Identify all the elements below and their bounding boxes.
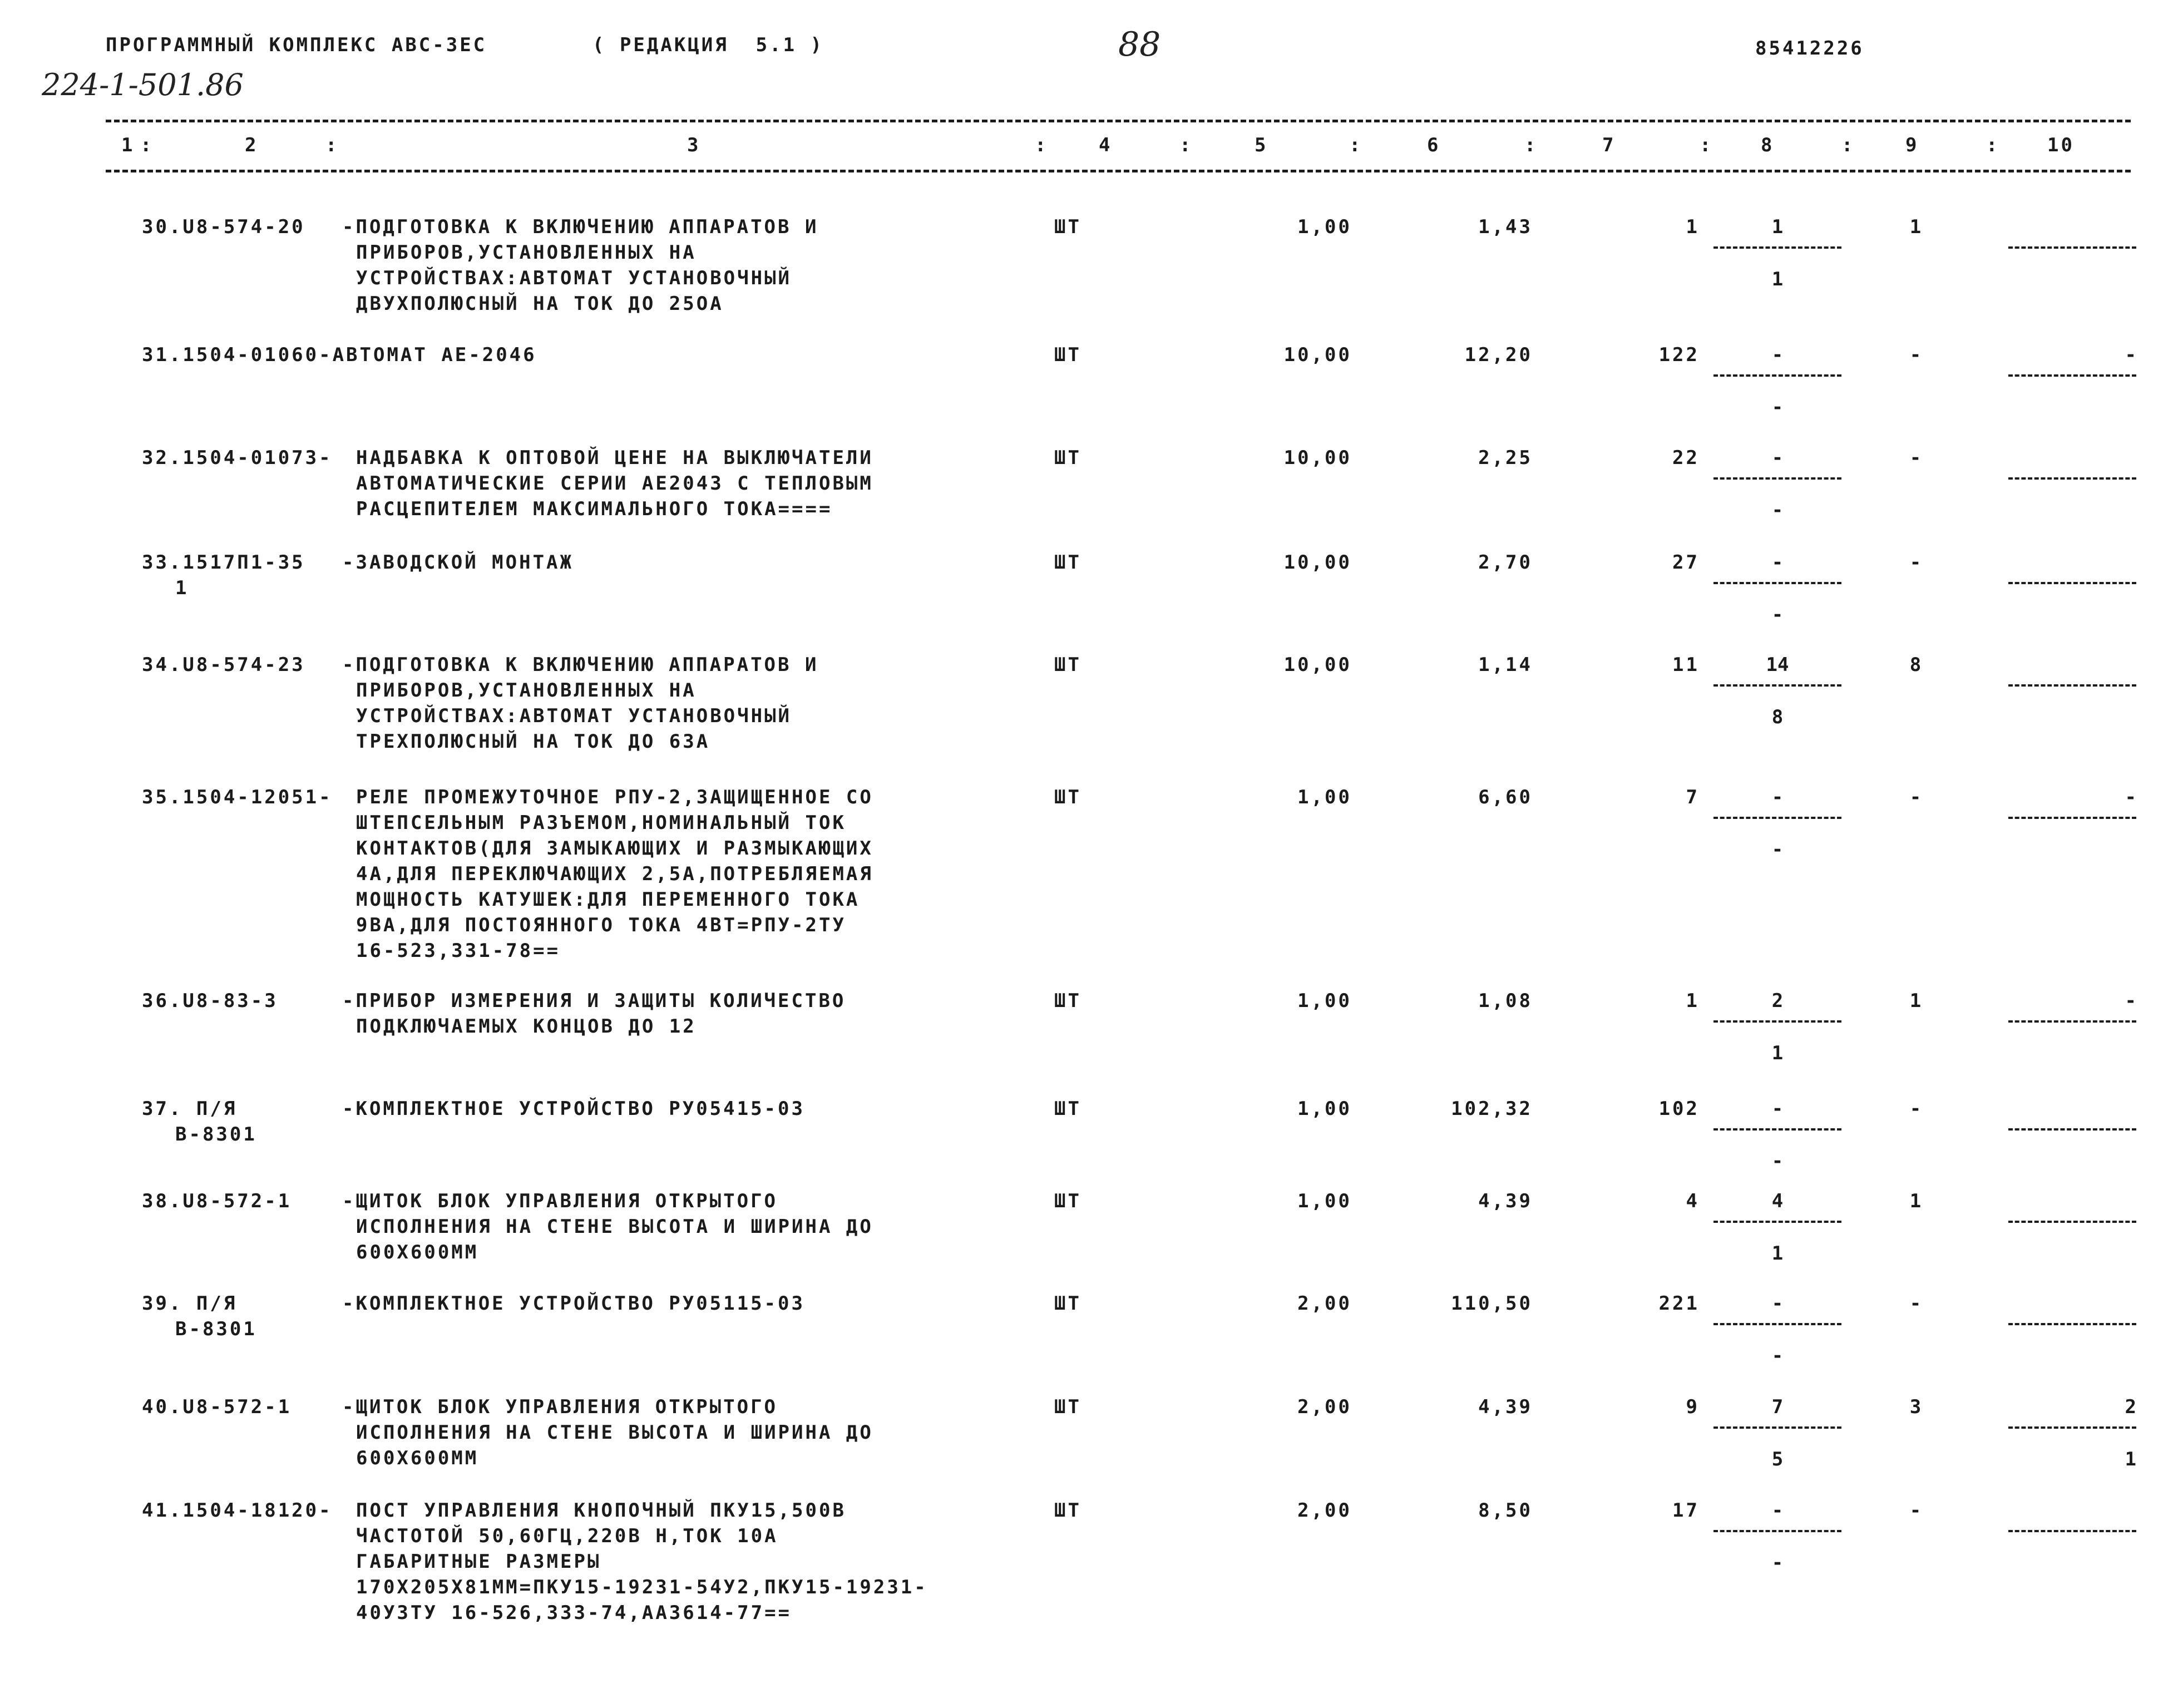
row-description: 16-523,331-78== bbox=[356, 940, 561, 962]
fraction-bar bbox=[2008, 374, 2136, 377]
row-unit: ШТ bbox=[1054, 654, 1081, 676]
row-col8-denominator: 1 bbox=[1771, 1042, 1784, 1064]
fraction-bar bbox=[2008, 582, 2136, 584]
row-unit: ШТ bbox=[1054, 216, 1081, 238]
row-description: -ПРИБОР ИЗМЕРЕНИЯ И ЗАЩИТЫ КОЛИЧЕСТВО bbox=[342, 990, 846, 1012]
row-code: 37. П/Я bbox=[142, 1098, 238, 1120]
fraction-bar bbox=[2008, 1323, 2136, 1325]
row-code-continuation: В-8301 bbox=[175, 1318, 257, 1340]
row-unit: ШТ bbox=[1054, 344, 1081, 366]
row-description: ГАБАРИТНЫЕ РАЗМЕРЫ bbox=[356, 1551, 601, 1573]
fraction-bar bbox=[1713, 1426, 1841, 1429]
col-sep: : bbox=[140, 134, 154, 156]
row-total: 122 bbox=[1658, 344, 1700, 366]
row-unit: ШТ bbox=[1054, 1396, 1081, 1418]
row-col8-fraction bbox=[1713, 550, 1841, 628]
fraction-bar bbox=[1713, 246, 1841, 249]
col-sep: : bbox=[1700, 134, 1713, 156]
row-description: -ЗАВОДСКОЙ МОНТАЖ bbox=[342, 551, 574, 574]
row-code-continuation: В-8301 bbox=[175, 1123, 257, 1146]
fraction-bar bbox=[2008, 1221, 2136, 1223]
row-col8-fraction bbox=[1713, 784, 1841, 862]
row-col8-fraction bbox=[1713, 342, 1841, 420]
col-sep: : bbox=[1349, 134, 1363, 156]
row-description: -КОМПЛЕКТНОЕ УСТРОЙСТВО РУ05415-03 bbox=[342, 1098, 805, 1120]
row-price: 4,39 bbox=[1478, 1396, 1533, 1418]
row-col8-denominator: 1 bbox=[1771, 1242, 1784, 1265]
col-sep: : bbox=[1035, 134, 1049, 156]
row-col8-fraction bbox=[1713, 214, 1841, 292]
row-total: 7 bbox=[1686, 786, 1700, 808]
row-col8-denominator: 5 bbox=[1771, 1448, 1784, 1470]
row-col8-denominator: 8 bbox=[1771, 706, 1784, 728]
fraction-bar bbox=[2008, 817, 2136, 819]
row-quantity: 1,00 bbox=[1297, 1190, 1352, 1212]
row-col9: - bbox=[1909, 1292, 1924, 1315]
row-code: 33.1517П1-35 bbox=[142, 551, 305, 574]
row-price: 1,14 bbox=[1478, 654, 1533, 676]
row-col10-fraction bbox=[2008, 1188, 2136, 1266]
row-col10-fraction bbox=[2008, 342, 2136, 420]
row-unit: ШТ bbox=[1054, 786, 1081, 808]
row-description: УСТРОЙСТВАХ:АВТОМАТ УСТАНОВОЧНЫЙ bbox=[356, 267, 792, 289]
row-col8-fraction bbox=[1713, 1291, 1841, 1369]
row-col8-numerator: 14 bbox=[1766, 654, 1789, 676]
row-code: 36.U8-83-3 bbox=[142, 990, 278, 1012]
fraction-bar bbox=[1713, 817, 1841, 819]
row-col10-fraction bbox=[2008, 1394, 2136, 1472]
row-quantity: 2,00 bbox=[1297, 1499, 1352, 1522]
row-unit: ШТ bbox=[1054, 1292, 1081, 1315]
row-col9: - bbox=[1909, 1499, 1924, 1522]
row-description: ШТЕПСЕЛЬНЫМ РАЗЪЕМОМ,НОМИНАЛЬНЫЙ ТОК bbox=[356, 812, 846, 834]
project-code: 224-1-501.86 bbox=[42, 67, 244, 102]
row-col8-numerator: - bbox=[1771, 1098, 1784, 1120]
row-col10-numerator: - bbox=[2125, 344, 2136, 366]
row-description: -ЩИТОК БЛОК УПРАВЛЕНИЯ ОТКРЫТОГО bbox=[342, 1396, 778, 1418]
row-price: 1,43 bbox=[1478, 216, 1533, 238]
row-price: 4,39 bbox=[1478, 1190, 1533, 1212]
row-total: 4 bbox=[1686, 1190, 1700, 1212]
col-sep: : bbox=[1179, 134, 1193, 156]
col-header: 2 bbox=[245, 134, 259, 156]
row-col9: 1 bbox=[1909, 990, 1924, 1012]
col-sep: : bbox=[325, 134, 339, 156]
col-header: 3 bbox=[687, 134, 701, 156]
fraction-bar bbox=[1713, 1323, 1841, 1325]
row-total: 27 bbox=[1672, 551, 1700, 574]
row-col9: - bbox=[1909, 551, 1924, 574]
col-sep: : bbox=[1841, 134, 1855, 156]
row-col8-denominator: - bbox=[1771, 499, 1784, 521]
col-header: 7 bbox=[1602, 134, 1616, 156]
row-code-continuation: 1 bbox=[175, 577, 189, 599]
row-col8-numerator: - bbox=[1771, 551, 1784, 574]
row-description: 9ВА,ДЛЯ ПОСТОЯННОГО ТОКА 4ВТ=РПУ-2ТУ bbox=[356, 914, 846, 936]
row-quantity: 1,00 bbox=[1297, 216, 1352, 238]
col-header: 1 bbox=[121, 134, 135, 156]
row-col9: 3 bbox=[1909, 1396, 1924, 1418]
row-price: 2,70 bbox=[1478, 551, 1533, 574]
row-col10-fraction bbox=[2008, 988, 2136, 1066]
row-code: 39. П/Я bbox=[142, 1292, 238, 1315]
fraction-bar bbox=[2008, 1426, 2136, 1429]
row-col10-fraction bbox=[2008, 550, 2136, 628]
row-col10-fraction bbox=[2008, 652, 2136, 730]
row-price: 1,08 bbox=[1478, 990, 1533, 1012]
row-col8-fraction bbox=[1713, 1394, 1841, 1472]
row-col8-fraction bbox=[1713, 445, 1841, 523]
col-header: 10 bbox=[2047, 134, 2075, 156]
row-col9: - bbox=[1909, 344, 1924, 366]
row-total: 11 bbox=[1672, 654, 1700, 676]
row-description: -ПОДГОТОВКА К ВКЛЮЧЕНИЮ АППАРАТОВ И bbox=[342, 216, 819, 238]
row-description: ПРИБОРОВ,УСТАНОВЛЕННЫХ НА bbox=[356, 679, 697, 702]
row-code: 32.1504-01073- bbox=[142, 447, 333, 469]
fraction-bar bbox=[1713, 1020, 1841, 1023]
row-description: -КОМПЛЕКТНОЕ УСТРОЙСТВО РУ05115-03 bbox=[342, 1292, 805, 1315]
row-quantity: 10,00 bbox=[1283, 447, 1352, 469]
row-unit: ШТ bbox=[1054, 447, 1081, 469]
fraction-bar bbox=[1713, 374, 1841, 377]
row-description: ПРИБОРОВ,УСТАНОВЛЕННЫХ НА bbox=[356, 241, 697, 264]
col-header: 6 bbox=[1427, 134, 1441, 156]
row-unit: ШТ bbox=[1054, 551, 1081, 574]
col-header: 5 bbox=[1255, 134, 1268, 156]
row-description: ИСПОЛНЕНИЯ НА СТЕНЕ ВЫСОТА И ШИРИНА ДО bbox=[356, 1216, 873, 1238]
row-code: 41.1504-18120- bbox=[142, 1499, 333, 1522]
row-col8-numerator: - bbox=[1771, 1499, 1784, 1522]
row-col9: - bbox=[1909, 786, 1924, 808]
row-description: 600Х600ММ bbox=[356, 1447, 479, 1469]
row-col9: 1 bbox=[1909, 216, 1924, 238]
row-col10-fraction bbox=[2008, 1498, 2136, 1576]
row-col8-denominator: - bbox=[1771, 1150, 1784, 1172]
row-col8-numerator: 4 bbox=[1771, 1190, 1784, 1212]
row-col8-fraction bbox=[1713, 1188, 1841, 1266]
row-col10-fraction bbox=[2008, 1291, 2136, 1369]
row-quantity: 10,00 bbox=[1283, 654, 1352, 676]
row-quantity: 10,00 bbox=[1283, 551, 1352, 574]
row-description: -ЩИТОК БЛОК УПРАВЛЕНИЯ ОТКРЫТОГО bbox=[342, 1190, 778, 1212]
header-rule-bottom bbox=[106, 170, 2131, 172]
fraction-bar bbox=[1713, 582, 1841, 584]
row-price: 12,20 bbox=[1464, 344, 1533, 366]
row-col10-fraction bbox=[2008, 214, 2136, 292]
col-header: 8 bbox=[1761, 134, 1775, 156]
row-col8-numerator: - bbox=[1771, 447, 1784, 469]
row-col8-numerator: - bbox=[1771, 786, 1784, 808]
header-rule-top bbox=[106, 120, 2131, 122]
row-description: ДВУХПОЛЮСНЫЙ НА ТОК ДО 25ОА bbox=[356, 293, 724, 315]
fraction-bar bbox=[2008, 477, 2136, 480]
row-col10-denominator: 1 bbox=[2125, 1448, 2136, 1470]
row-total: 1 bbox=[1686, 216, 1700, 238]
row-col8-numerator: 1 bbox=[1771, 216, 1784, 238]
fraction-bar bbox=[2008, 684, 2136, 687]
row-description: ПОСТ УПРАВЛЕНИЯ КНОПОЧНЫЙ ПКУ15,500В bbox=[356, 1499, 846, 1522]
row-description: -ПОДГОТОВКА К ВКЛЮЧЕНИЮ АППАРАТОВ И bbox=[342, 654, 819, 676]
page-number: 88 bbox=[1118, 25, 1161, 64]
row-col10-numerator: - bbox=[2125, 786, 2136, 808]
row-quantity: 1,00 bbox=[1297, 786, 1352, 808]
row-price: 102,32 bbox=[1451, 1098, 1533, 1120]
row-description: МОЩНОСТЬ КАТУШЕК:ДЛЯ ПЕРЕМЕННОГО ТОКА bbox=[356, 888, 860, 911]
row-description: УСТРОЙСТВАХ:АВТОМАТ УСТАНОВОЧНЫЙ bbox=[356, 705, 792, 727]
row-description: КОНТАКТОВ(ДЛЯ ЗАМЫКАЮЩИХ И РАЗМЫКАЮЩИХ bbox=[356, 837, 873, 860]
row-description: 40У3ТУ 16-526,333-74,АА3614-77== bbox=[356, 1602, 792, 1624]
row-code: 34.U8-574-23 bbox=[142, 654, 305, 676]
row-code: 31.1504-01060-АВТОМАТ АЕ-2046 bbox=[142, 344, 537, 366]
row-col10-fraction bbox=[2008, 1096, 2136, 1174]
col-sep: : bbox=[1524, 134, 1538, 156]
row-col8-numerator: - bbox=[1771, 1292, 1784, 1315]
row-col10-fraction bbox=[2008, 784, 2136, 862]
row-unit: ШТ bbox=[1054, 1499, 1081, 1522]
fraction-bar bbox=[1713, 1530, 1841, 1532]
edition-label: ( РЕДАКЦИЯ 5.1 ) bbox=[592, 34, 824, 56]
row-description: НАДБАВКА К ОПТОВОЙ ЦЕНЕ НА ВЫКЛЮЧАТЕЛИ bbox=[356, 447, 873, 469]
row-description: 600Х600ММ bbox=[356, 1241, 479, 1263]
row-total: 102 bbox=[1658, 1098, 1700, 1120]
row-quantity: 1,00 bbox=[1297, 1098, 1352, 1120]
row-price: 110,50 bbox=[1451, 1292, 1533, 1315]
fraction-bar bbox=[2008, 1020, 2136, 1023]
fraction-bar bbox=[1713, 1128, 1841, 1131]
row-col8-fraction bbox=[1713, 1498, 1841, 1576]
fraction-bar bbox=[2008, 1530, 2136, 1532]
fraction-bar bbox=[2008, 1128, 2136, 1131]
row-col8-numerator: - bbox=[1771, 344, 1784, 366]
row-price: 6,60 bbox=[1478, 786, 1533, 808]
fraction-bar bbox=[1713, 684, 1841, 687]
row-quantity: 10,00 bbox=[1283, 344, 1352, 366]
row-total: 22 bbox=[1672, 447, 1700, 469]
row-price: 2,25 bbox=[1478, 447, 1533, 469]
row-total: 9 bbox=[1686, 1396, 1700, 1418]
row-quantity: 2,00 bbox=[1297, 1292, 1352, 1315]
row-description: ЧАСТОТОЙ 50,60ГЦ,220В Н,ТОК 10А bbox=[356, 1525, 778, 1547]
row-description: 4А,ДЛЯ ПЕРЕКЛЮЧАЮЩИХ 2,5А,ПОТРЕБЛЯЕМАЯ bbox=[356, 863, 873, 885]
col-header: 9 bbox=[1905, 134, 1919, 156]
row-code: 40.U8-572-1 bbox=[142, 1396, 292, 1418]
fraction-bar bbox=[1713, 1221, 1841, 1223]
row-col8-denominator: - bbox=[1771, 604, 1784, 626]
row-col8-fraction bbox=[1713, 1096, 1841, 1174]
row-code: 38.U8-572-1 bbox=[142, 1190, 292, 1212]
row-total: 17 bbox=[1672, 1499, 1700, 1522]
row-col8-fraction bbox=[1713, 988, 1841, 1066]
row-col8-denominator: - bbox=[1771, 838, 1784, 861]
row-col9: 1 bbox=[1909, 1190, 1924, 1212]
row-col9: 8 bbox=[1909, 654, 1924, 676]
row-unit: ШТ bbox=[1054, 990, 1081, 1012]
doc-code: 85412226 bbox=[1755, 37, 1864, 60]
row-description: ИСПОЛНЕНИЯ НА СТЕНЕ ВЫСОТА И ШИРИНА ДО bbox=[356, 1421, 873, 1444]
row-col8-denominator: - bbox=[1771, 1552, 1784, 1574]
row-col9: - bbox=[1909, 447, 1924, 469]
row-col8-fraction bbox=[1713, 652, 1841, 730]
row-col10-fraction bbox=[2008, 445, 2136, 523]
row-quantity: 1,00 bbox=[1297, 990, 1352, 1012]
row-quantity: 2,00 bbox=[1297, 1396, 1352, 1418]
row-col8-denominator: - bbox=[1771, 1345, 1784, 1367]
row-col9: - bbox=[1909, 1098, 1924, 1120]
row-col10-numerator: 2 bbox=[2125, 1396, 2136, 1418]
row-description: РЕЛЕ ПРОМЕЖУТОЧНОЕ РПУ-2,ЗАЩИЩЕННОЕ СО bbox=[356, 786, 873, 808]
row-col8-denominator: 1 bbox=[1771, 268, 1784, 290]
col-sep: : bbox=[1986, 134, 2000, 156]
row-col8-denominator: - bbox=[1771, 396, 1784, 418]
row-price: 8,50 bbox=[1478, 1499, 1533, 1522]
row-col10-numerator: - bbox=[2125, 990, 2136, 1012]
row-unit: ШТ bbox=[1054, 1190, 1081, 1212]
row-col8-numerator: 2 bbox=[1771, 990, 1784, 1012]
row-total: 1 bbox=[1686, 990, 1700, 1012]
fraction-bar bbox=[1713, 477, 1841, 480]
row-description: 170Х205Х81ММ=ПКУ15-19231-54У2,ПКУ15-19231- bbox=[356, 1576, 928, 1598]
row-description: ПОДКЛЮЧАЕМЫХ КОНЦОВ ДО 12 bbox=[356, 1015, 697, 1038]
row-unit: ШТ bbox=[1054, 1098, 1081, 1120]
row-code: 35.1504-12051- bbox=[142, 786, 333, 808]
row-total: 221 bbox=[1658, 1292, 1700, 1315]
row-description: ТРЕХПОЛЮСНЫЙ НА ТОК ДО 63А bbox=[356, 730, 710, 753]
fraction-bar bbox=[2008, 246, 2136, 249]
row-col8-numerator: 7 bbox=[1771, 1396, 1784, 1418]
row-description: АВТОМАТИЧЕСКИЕ СЕРИИ АЕ2043 С ТЕПЛОВЫМ bbox=[356, 472, 873, 495]
col-header: 4 bbox=[1099, 134, 1113, 156]
program-title: ПРОГРАММНЫЙ КОМПЛЕКС АВС-ЗЕС bbox=[106, 34, 487, 56]
row-description: РАСЦЕПИТЕЛЕМ МАКСИМАЛЬНОГО ТОКА==== bbox=[356, 498, 833, 520]
row-code: 30.U8-574-20 bbox=[142, 216, 305, 238]
